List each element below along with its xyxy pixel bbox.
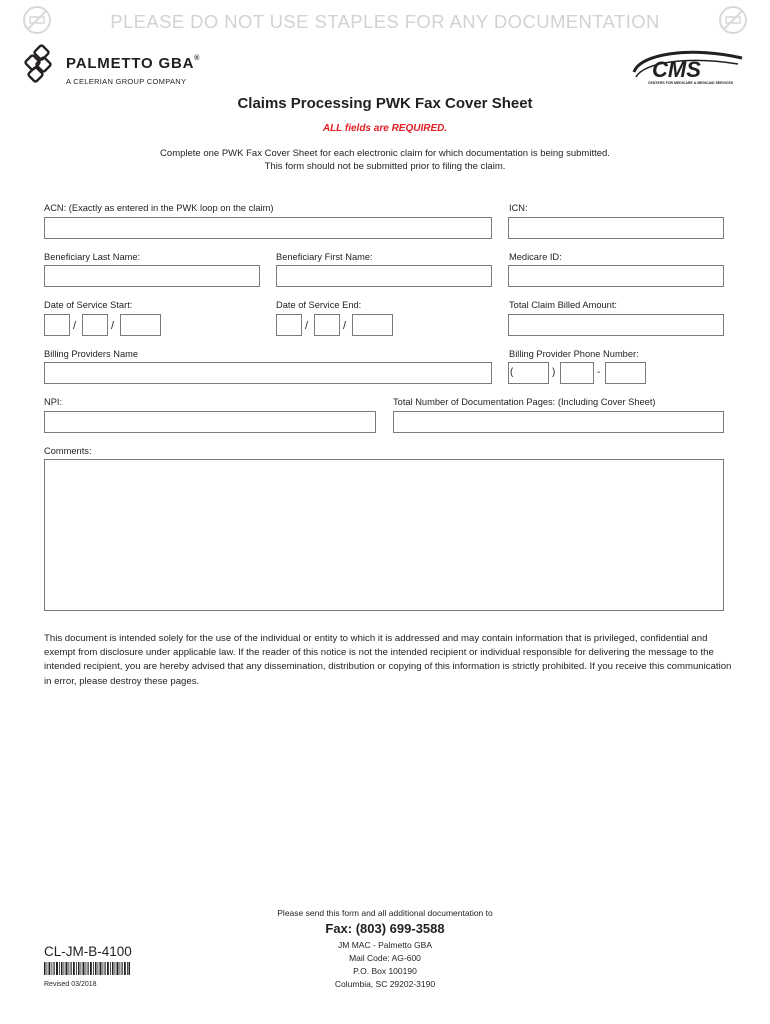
palmetto-gba-logo-icon: [22, 44, 62, 86]
date-of-service-end-label: Date of Service End:: [276, 300, 362, 310]
phone-area-code-input[interactable]: [508, 362, 549, 384]
phone-open-paren: (: [510, 367, 514, 378]
cms-logo-icon: [630, 50, 746, 84]
total-claim-billed-amount-input[interactable]: [508, 314, 724, 336]
required-note: ALL fields are REQUIRED.: [322, 123, 448, 134]
page-title: Claims Processing PWK Fax Cover Sheet: [237, 95, 533, 112]
beneficiary-last-name-label: Beneficiary Last Name:: [44, 252, 141, 262]
billing-providers-name-label: Billing Providers Name: [44, 349, 139, 359]
cms-logo-text: CMS: [652, 57, 701, 82]
phone-close-paren: ): [552, 367, 556, 378]
cms-logo-subtitle: CENTERS FOR MEDICARE & MEDICAID SERVICES: [648, 81, 734, 85]
npi-label: NPI:: [44, 397, 63, 407]
billing-provider-phone-label: Billing Provider Phone Number:: [509, 349, 639, 359]
total-documentation-pages-input[interactable]: [393, 411, 724, 433]
acn-label: ACN: (Exactly as entered in the PWK loop on the claim): [44, 203, 274, 213]
npi-input[interactable]: [44, 411, 376, 433]
no-staples-icon: [22, 5, 52, 35]
dos-start-day-input[interactable]: [82, 314, 108, 336]
date-of-service-start-label: Date of Service Start:: [44, 300, 133, 310]
dos-end-day-input[interactable]: [314, 314, 340, 336]
phone-dash: -: [597, 367, 601, 378]
no-staples-icon: [718, 5, 748, 35]
address-line-4: Columbia, SC 29202-3190: [334, 979, 436, 989]
staples-warning-banner: PLEASE DO NOT USE STAPLES FOR ANY DOCUMENTATION: [110, 11, 660, 32]
dos-end-year-input[interactable]: [352, 314, 393, 336]
beneficiary-first-name-label: Beneficiary First Name:: [276, 252, 373, 262]
comments-textarea[interactable]: [44, 459, 724, 611]
barcode-icon: [44, 962, 130, 975]
dos-start-month-input[interactable]: [44, 314, 70, 336]
total-claim-billed-amount-label: Total Claim Billed Amount:: [509, 300, 617, 310]
address-line-3: P.O. Box 100190: [353, 966, 417, 976]
revision-date: Revised 03/2018: [44, 981, 97, 988]
comments-label: Comments:: [44, 446, 92, 456]
date-separator: /: [305, 320, 309, 332]
date-separator: /: [111, 320, 115, 332]
medicare-id-input[interactable]: [508, 265, 724, 287]
acn-input[interactable]: [44, 217, 492, 239]
instruction-line-2: This form should not be submitted prior to filing the claim.: [264, 161, 506, 172]
form-number: CL-JM-B-4100: [44, 944, 132, 959]
date-separator: /: [73, 320, 77, 332]
beneficiary-first-name-input[interactable]: [276, 265, 492, 287]
dos-start-year-input[interactable]: [120, 314, 161, 336]
send-instruction: Please send this form and all additional documentation to: [277, 908, 493, 918]
address-line-1: JM MAC - Palmetto GBA: [338, 940, 432, 950]
date-separator: /: [343, 320, 347, 332]
icn-label: ICN:: [509, 203, 528, 213]
phone-line-number-input[interactable]: [605, 362, 646, 384]
medicare-id-label: Medicare ID:: [509, 252, 562, 262]
palmetto-gba-logo-text: PALMETTO GBA®: [66, 55, 201, 72]
confidentiality-notice: This document is intended solely for the use of the individual or entity to which it is addressed and may contain information that is privileged, confidential and exempt from disclosure under applicable law. If the reader of this notice is not the intended recipient or individual responsible for delivering the message to the intended recipient, you are hereby advised that any dissemination, distribution or copying of this information is strictly prohibited. If you receive this communication in error, please destroy these pages.: [44, 633, 732, 687]
beneficiary-last-name-input[interactable]: [44, 265, 260, 287]
icn-input[interactable]: [508, 217, 724, 239]
phone-prefix-input[interactable]: [560, 362, 594, 384]
palmetto-gba-tagline: A CELERIAN GROUP COMPANY: [66, 77, 187, 86]
address-line-2: Mail Code: AG-600: [349, 953, 421, 963]
billing-providers-name-input[interactable]: [44, 362, 492, 384]
instruction-line-1: Complete one PWK Fax Cover Sheet for each electronic claim for which documentation is being submitted.: [160, 148, 610, 159]
fax-number: Fax: (803) 699-3588: [325, 921, 445, 936]
total-documentation-pages-label: Total Number of Documentation Pages: (Including Cover Sheet): [393, 397, 656, 407]
dos-end-month-input[interactable]: [276, 314, 302, 336]
